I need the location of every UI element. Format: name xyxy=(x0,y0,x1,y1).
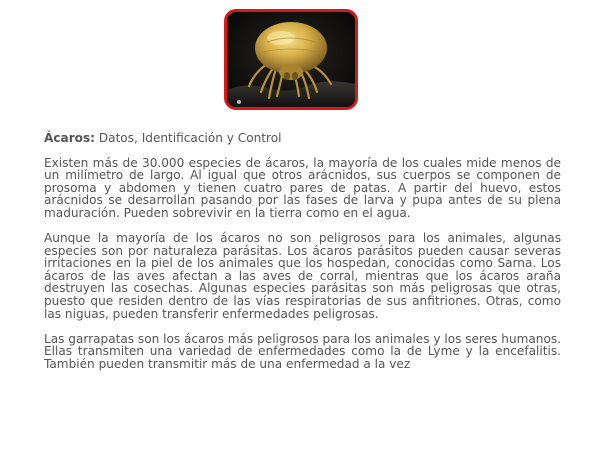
mite-illustration xyxy=(227,12,355,107)
article-title-bold: Ácaros: xyxy=(44,131,95,145)
paragraph-2: Aunque la mayoría de los ácaros no son peligrosos para los animales, algunas especies son por naturaleza parásitas. Los ácaros parásitos pueden causar severas irritaciones en la piel de los animales que los hospedan, conocidas como Sarna. Los ácaros de las aves afectan a las aves de corral, mientras que los ácaros araña destruyen las cosechas. Algunas especies parásitas son más peligrosas que otras, puesto que residen dentro de las vías respiratorias de sus anfitriones. Otras, como las niguas, pueden transferir enfermedades peligrosas. xyxy=(44,231,561,321)
paragraph-1: Existen más de 30.000 especies de ácaros, la mayoría de los cuales mide menos de un milímetro de largo. Al igual que otros arácnidos, sus cuerpos se componen de prosoma y abdomen y tienen cuatro pares de patas. A partir del huevo, estos arácnidos se desarrollan pasando por las fases de larva y pupa antes de su plena maduración. Pueden sobrevivir en la tierra como en el agua. xyxy=(44,155,561,220)
article xyxy=(44,132,561,383)
mite-photo xyxy=(224,9,358,110)
article-title xyxy=(44,132,561,145)
article-title-rest: Datos, Identificación y Control xyxy=(95,131,282,145)
paragraph-3: Las garrapatas son los ácaros más peligrosos para los animales y los seres humanos. Ellas transmiten una variedad de enfermedades como la de Lyme y la encefalitis. También pueden transmitir más de una enfermedad a la vez xyxy=(44,331,562,371)
